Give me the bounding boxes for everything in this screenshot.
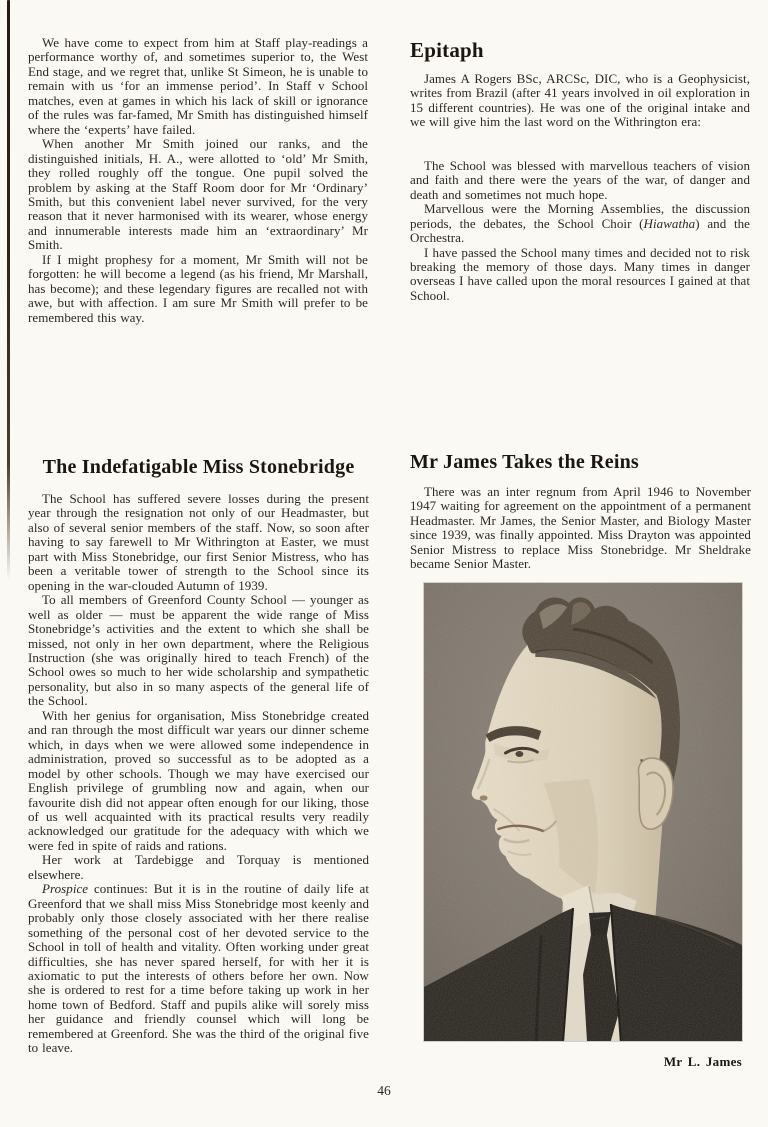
james-paragraphs bbox=[410, 485, 751, 572]
portrait-figure bbox=[424, 583, 742, 1069]
epitaph-quote-paragraphs bbox=[410, 159, 750, 304]
paragraph: Marvellous were the Morning Assemblies, the discussion periods, the debates, the School Choir (Hiawatha) and the Orchestra. bbox=[410, 201, 750, 246]
portrait-photo-icon bbox=[424, 583, 742, 1041]
epitaph-heading: Epitaph bbox=[410, 38, 484, 62]
paragraph: We have come to expect from him at Staff play-readings a performance worthy of, and sometimes superior to, the West End stage, and we regret that, unlike St Simeon, he is unable to remain with us ‘for an immense period’. In Staff v School matches, even at games in which his lack of skill or ignorance of the rules was far-famed, Mr Smith has distinguished himself where the ‘experts’ have failed. bbox=[28, 35, 368, 137]
scan-gutter-line bbox=[7, 0, 10, 580]
page-number: 46 bbox=[377, 1083, 391, 1098]
paragraph: When another Mr Smith joined our ranks, and the distinguished initials, H. A., were allotted to ‘old’ Mr Smith, they rolled roughly off the tongue. One pupil solved the problem by asking at the Staff Room door for Mr ‘Ordinary’ Smith, but this convenient label never survived, for the very reason that it never harmonised with its wearer, whose energy and innumerable interests made him an ‘extraordinary’ Mr Smith. bbox=[28, 136, 368, 253]
section-epitaph bbox=[410, 38, 750, 303]
stonebridge-paragraphs bbox=[28, 492, 369, 1056]
epitaph-intro-paragraphs bbox=[410, 72, 750, 130]
paragraph: Prospice continues: But it is in the routine of daily life at Greenford that we shall miss Miss Stonebridge most keenly and probably only those closely associated with her there realise something of the personal cost of her devoted service to the School in toll of health and vitality. Often working under great difficulties, she has never spared herself, for with her it is axiomatic to put the interests of others before her own. Now she is ordered to rest for a time before taking up work in her home town of Bedford. Staff and pupils alike will sorely miss her guidance and friendly counsel which will long be remembered at Greenford. She was the third of the original five to leave. bbox=[28, 881, 369, 1056]
paragraph: With her genius for organisation, Miss Stonebridge created and ran through the most difficult war years our dinner scheme which, in days when we were allowed some independence in administration, proved so successful as to be adopted as a model by other schools. Though we may have exercised our English privilege of grumbling now and again, when our favourite dish did not appear often enough for our liking, those of us well acquainted with its practical results very readily acknowledged our gratitude for the adequacy with which we were fed in spite of raids and rations. bbox=[28, 707, 369, 853]
paragraph: I have passed the School many times and decided not to risk breaking the memory of those days. Many times in danger overseas I have called upon the moral resources I gained at that School. bbox=[410, 244, 750, 303]
stonebridge-heading: The Indefatigable Miss Stonebridge bbox=[42, 456, 355, 478]
paragraph: To all members of Greenford County School — younger as well as older — must be apparent the wide range of Miss Stonebridge’s activities and the extent to which she shall be missed, not only in her own department, where the Religious Instruction (she was originally hired to teach French) of the School owes so much to her wide scholarship and sympathetic personality, but also in so many aspects of the general life of the School. bbox=[28, 592, 369, 709]
paragraph: The School was blessed with marvellous teachers of vision and faith and there were the years of the war, of danger and death and sometimes not much hope. bbox=[410, 157, 750, 202]
portrait-caption: Mr L. James bbox=[663, 1054, 742, 1069]
paragraph: There was an inter regnum from April 1946 to November 1947 waiting for agreement on the appointment of a permanent Headmaster. Mr James, the Senior Master, and Biology Master since 1939, was finally appointed. Miss Drayton was appointed Senior Mistress to replace Miss Stonebridge. Mr Sheldrake became Senior Master. bbox=[410, 484, 751, 572]
paragraph: The School has suffered severe losses during the present year through the resignation not only of our Headmaster, but also of several senior members of the staff. Now, so soon after having to say farewell to Mr Withrington at Easter, we must part with Miss Stonebridge, our first Senior Mistress, who has been a veritable tower of strength to the School since its opening in the war-clouded Autumn of 1939. bbox=[28, 491, 369, 593]
section-james bbox=[410, 450, 751, 572]
paragraph: Her work at Tardebigge and Torquay is mentioned elsewhere. bbox=[28, 852, 369, 882]
paragraph: James A Rogers BSc, ARCSc, DIC, who is a Geophysicist, writes from Brazil (after 41 years involved in oil exploration in 15 different countries). He was one of the original intake and we will give him the last word on the Withrington era: bbox=[410, 71, 750, 130]
section-stonebridge bbox=[28, 455, 369, 1056]
james-heading: Mr James Takes the Reins bbox=[410, 451, 639, 473]
paragraph: If I might prophesy for a moment, Mr Smith will not be forgotten: he will become a legend (as his friend, Mr Marshall, has become); and these legendary figures are recalled not with awe, but with affection. I am sure Mr Smith will prefer to be remembered this way. bbox=[28, 251, 368, 325]
section-smith-tribute bbox=[28, 36, 368, 325]
smith-paragraphs bbox=[28, 36, 368, 325]
